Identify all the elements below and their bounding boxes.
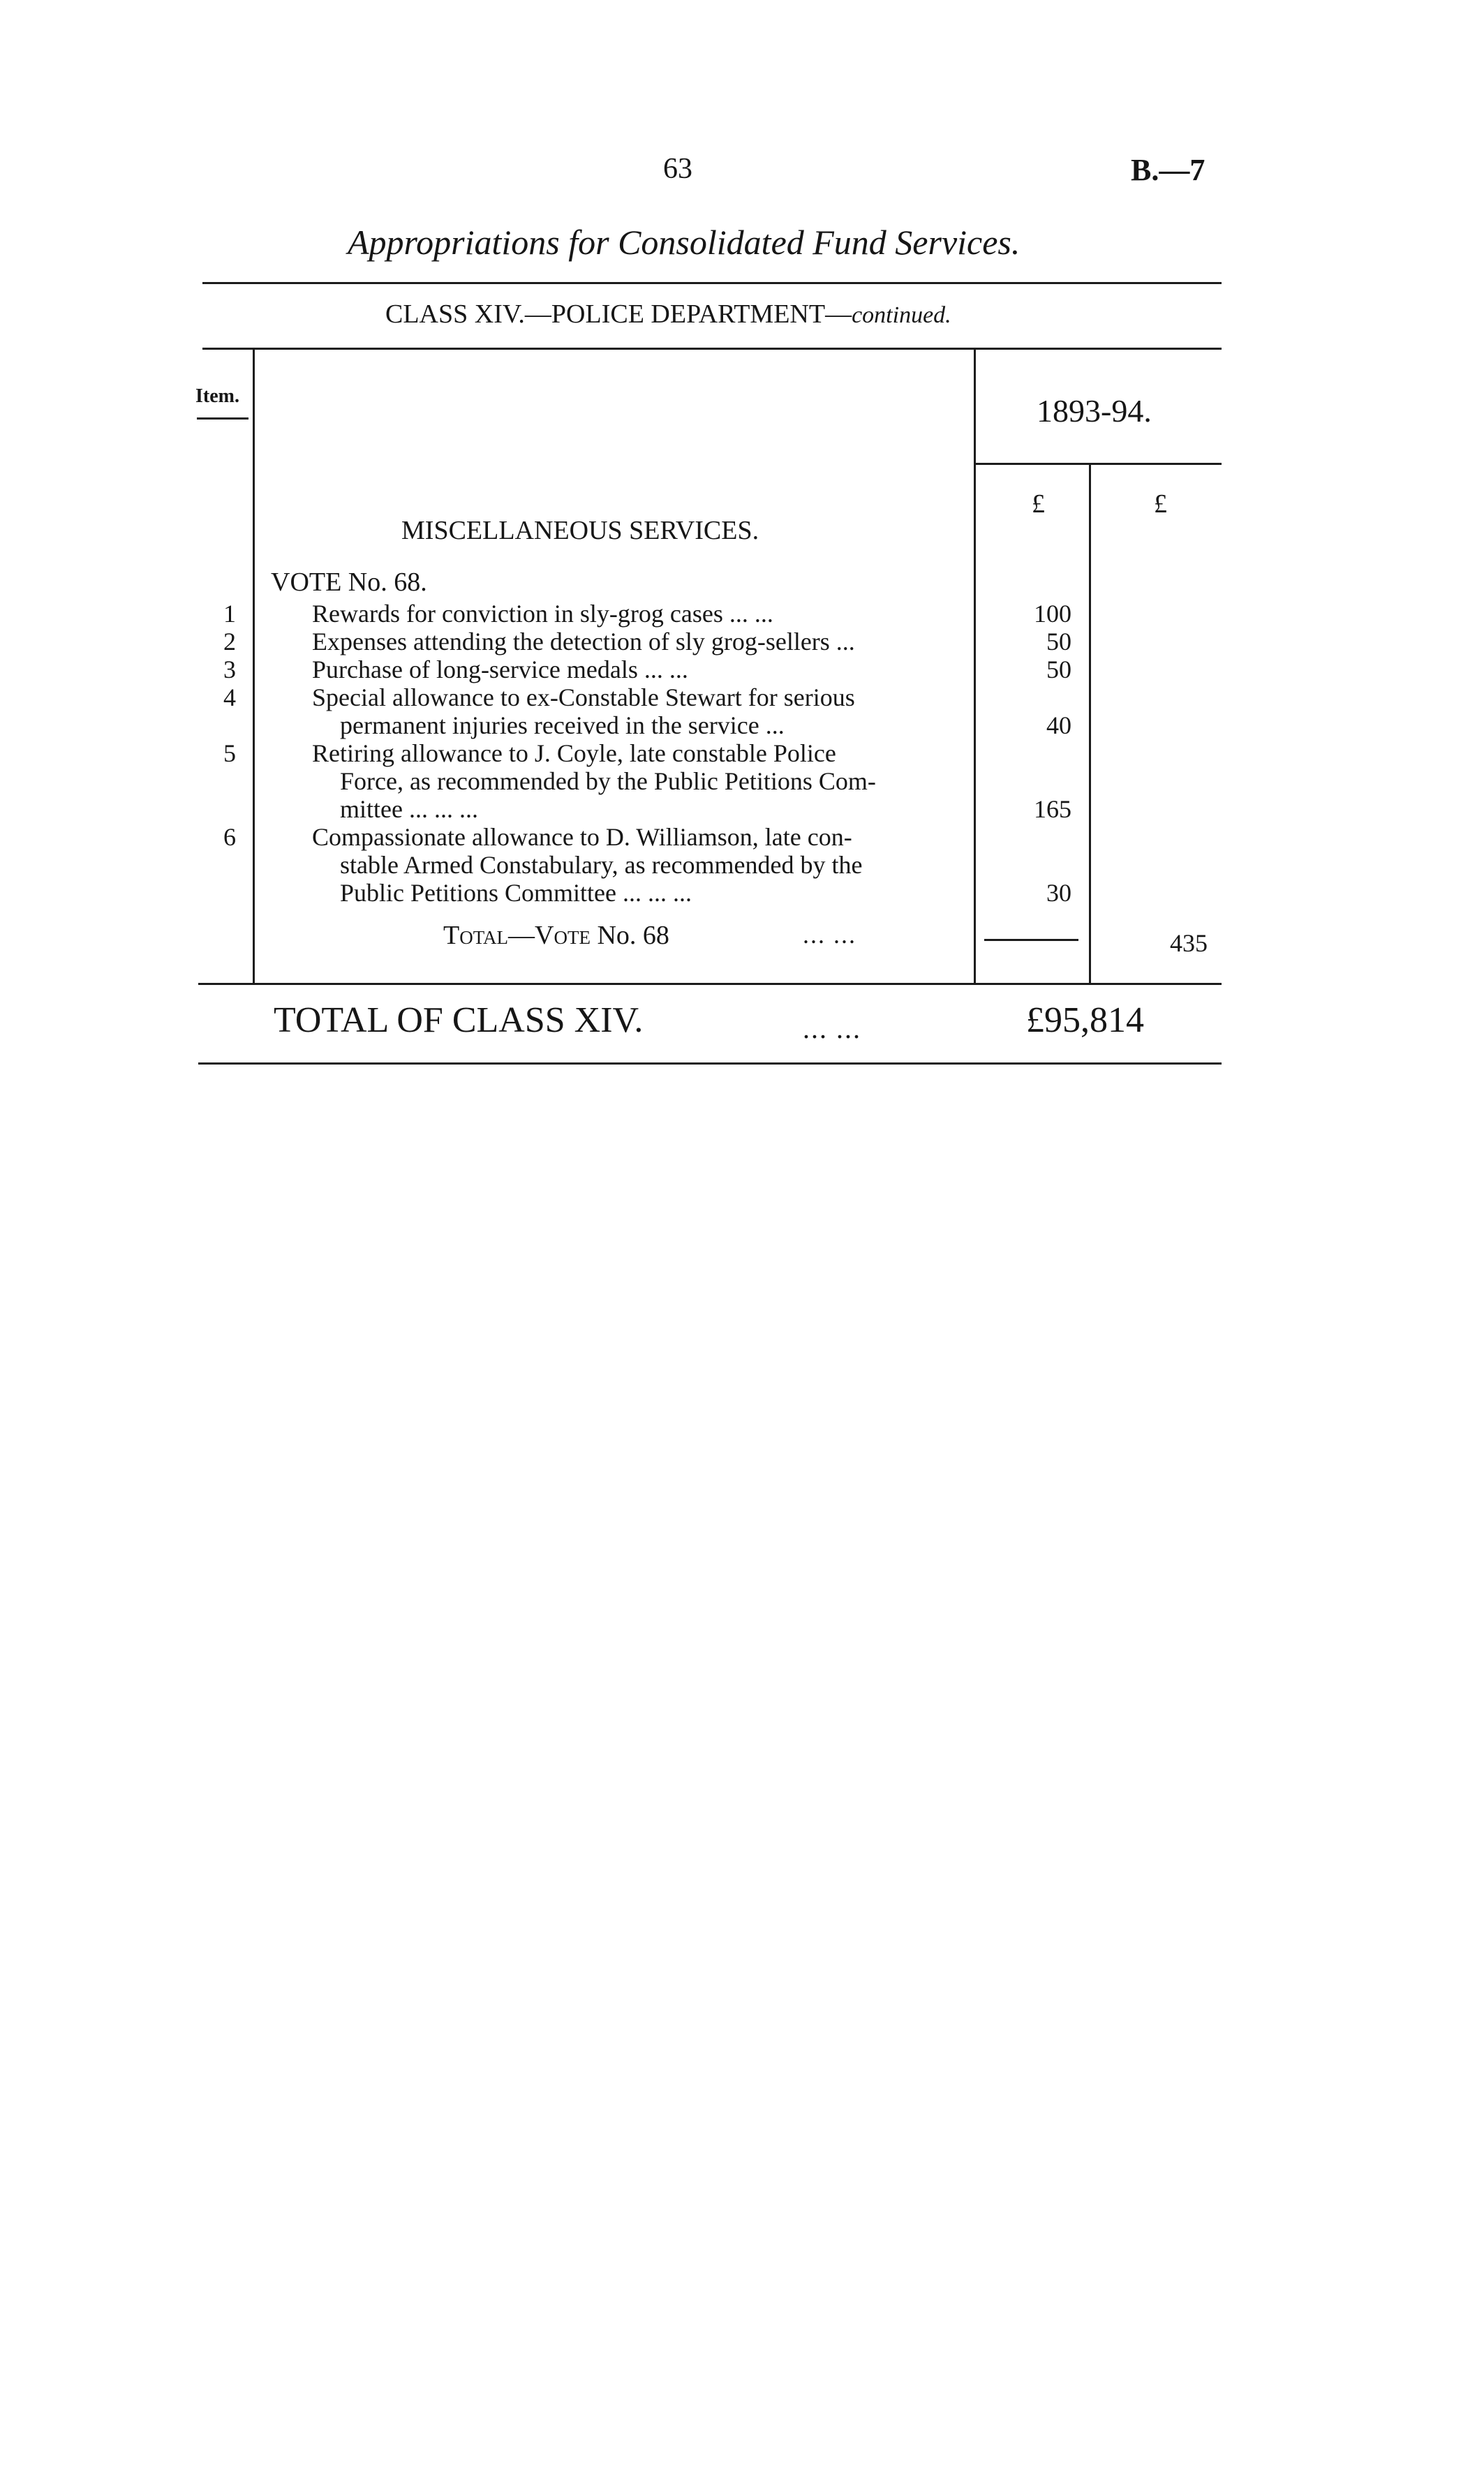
rule-top — [202, 282, 1222, 284]
vote-label: VOTE No. 68. — [271, 568, 427, 597]
item-amount: 40 — [1046, 711, 1071, 739]
item-amount: 100 — [1034, 600, 1071, 628]
item-description: Compassionate allowance to D. Williamson, late con- — [312, 823, 852, 851]
page-title: Appropriations for Consolidated Fund Services. — [348, 223, 1021, 262]
rule-bottom — [198, 1062, 1222, 1065]
item-column-header: Item. — [195, 385, 239, 407]
class-heading-suffix: continued. — [852, 302, 951, 328]
vote-total-number: No. 68 — [590, 921, 669, 950]
item-number: 1 — [223, 600, 236, 628]
item-number: 5 — [223, 739, 236, 767]
vote-total-word: Total — [443, 921, 509, 950]
class-heading-main: CLASS XIV.—POLICE DEPARTMENT— — [385, 299, 852, 329]
vote-total-vote-word: —Vote — [508, 921, 591, 950]
rule-table-top — [202, 348, 1222, 350]
item-amount: 30 — [1046, 879, 1071, 907]
item-description-continued: Public Petitions Committee ... ... ... — [340, 879, 692, 907]
vote-total-amount: 435 — [1170, 929, 1208, 957]
item-description-continued: mittee ... ... ... — [340, 795, 478, 823]
subtotal-rule — [984, 939, 1078, 941]
item-amount: 50 — [1046, 655, 1071, 683]
item-column-divider — [253, 348, 255, 983]
item-number: 4 — [223, 683, 236, 711]
item-description-continued: stable Armed Constabulary, as recommended by the — [340, 851, 863, 879]
grand-total-leader-dots: ... ... — [803, 1013, 861, 1044]
item-description-continued: Force, as recommended by the Public Petitions Com- — [340, 767, 876, 795]
page-number: 63 — [663, 153, 692, 185]
item-number: 3 — [223, 655, 236, 683]
item-description: Purchase of long-service medals ... ... — [312, 655, 688, 683]
item-amount: 165 — [1034, 795, 1071, 823]
grand-total-label: TOTAL OF CLASS XIV. — [274, 1000, 644, 1040]
currency-label-right: £ — [1154, 489, 1167, 519]
item-description: Special allowance to ex-Constable Stewart for serious — [312, 683, 855, 711]
year-header-underline — [976, 463, 1222, 465]
item-description: Expenses attending the detection of sly grog-sellers ... — [312, 628, 855, 655]
section-title: MISCELLANEOUS SERVICES. — [401, 516, 759, 545]
subtotal-column-divider — [1089, 464, 1091, 983]
currency-label-left: £ — [1032, 489, 1045, 519]
grand-total-amount: £95,814 — [1026, 1000, 1144, 1040]
document-reference: B.—7 — [1131, 153, 1205, 187]
vote-total-leader-dots: ... ... — [803, 921, 856, 949]
rule-table-bottom — [198, 983, 1222, 985]
item-description: Retiring allowance to J. Coyle, late constable Police — [312, 739, 836, 767]
item-description-continued: permanent injuries received in the service ... — [340, 711, 785, 739]
year-header: 1893-94. — [1037, 393, 1152, 429]
vote-total-label — [443, 920, 669, 951]
item-number: 2 — [223, 628, 236, 655]
class-heading — [385, 299, 951, 329]
item-description: Rewards for conviction in sly-grog cases ... ... — [312, 600, 773, 628]
item-header-underline — [197, 417, 248, 420]
item-number: 6 — [223, 823, 236, 851]
item-amount: 50 — [1046, 628, 1071, 655]
